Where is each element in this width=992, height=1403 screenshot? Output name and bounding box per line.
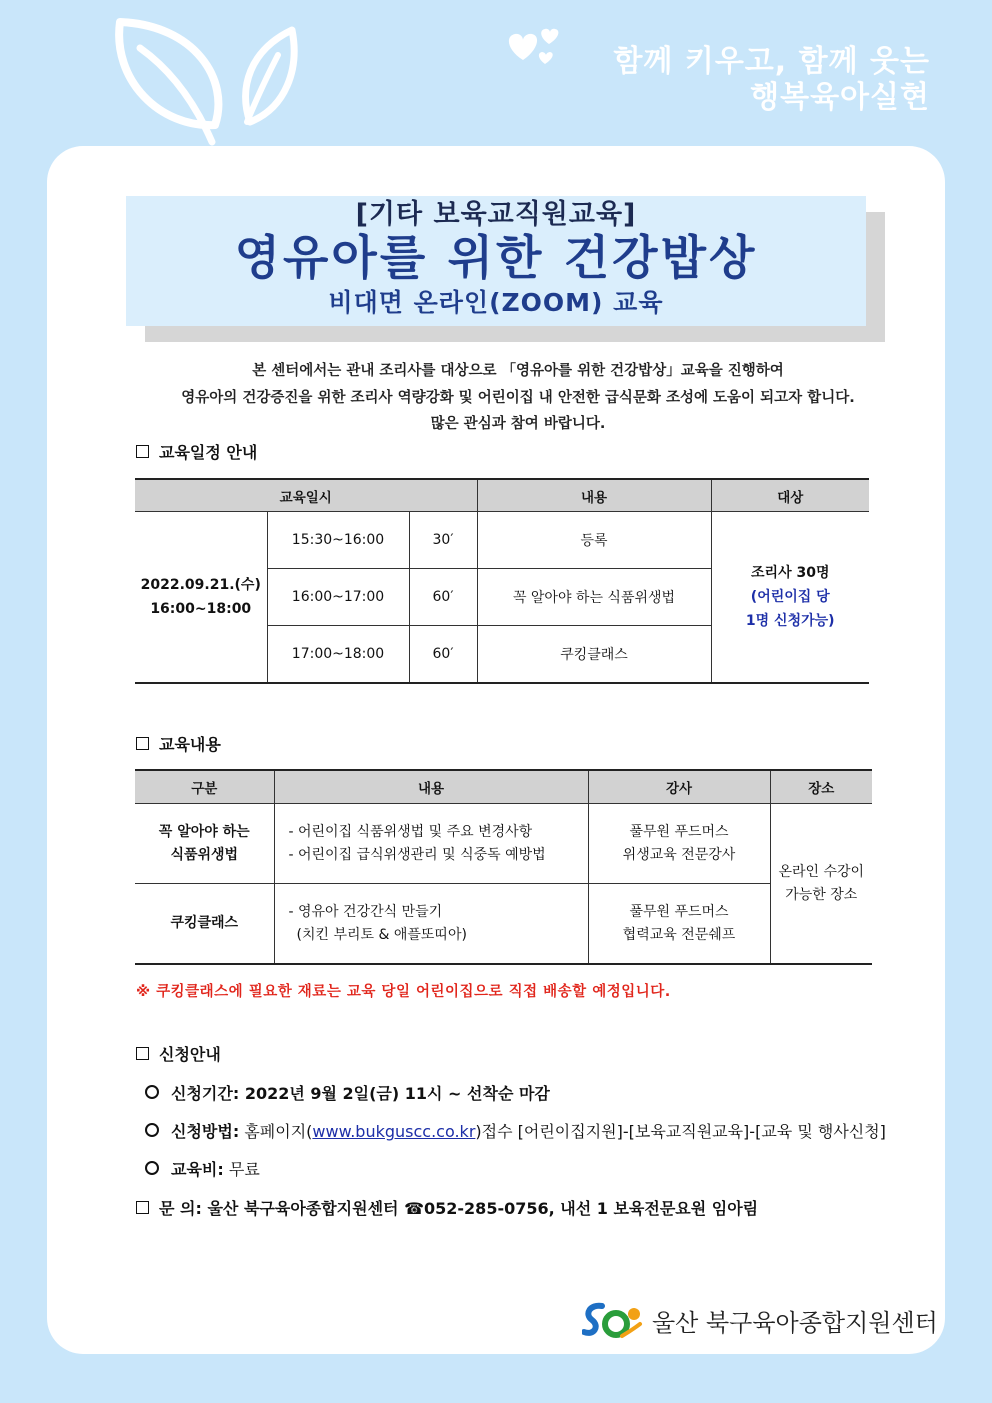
intro-text xyxy=(128,358,908,438)
header-datetime: 교육일시 xyxy=(135,479,477,512)
category-line2: 식품위생법 xyxy=(170,846,239,863)
category-cell xyxy=(135,884,274,965)
intro-line2: 영유아의 건강증진을 위한 조리사 역량강화 및 어린이집 내 안전한 급식문화 조성에 도움이 되고자 합니다. xyxy=(181,389,855,406)
category-line1: 꼭 알아야 하는 xyxy=(158,823,250,840)
cooking-class-note: ※ 쿠킹클래스에 필요한 재료는 교육 당일 어린이집으로 직접 배송할 예정입니다. xyxy=(136,984,671,1000)
apply-fee-value: 무료 xyxy=(228,1160,260,1179)
row-time: 15:30~16:00 xyxy=(267,512,409,569)
intro-line1: 본 센터에서는 관내 조리사를 대상으로 「영유아를 위한 건강밥상」교육을 진행하여 xyxy=(252,363,784,379)
instructor-line1: 풀무원 푸드머스 xyxy=(629,903,729,920)
page-title: 영유아를 위한 건강밥상 xyxy=(234,231,758,286)
header-detail: 내용 xyxy=(274,770,588,804)
row-time: 16:00~17:00 xyxy=(267,569,409,626)
schedule-time: 16:00~18:00 xyxy=(150,601,252,617)
instructor-cell xyxy=(588,884,770,965)
schedule-heading-text: 교육일정 안내 xyxy=(159,443,258,462)
target-count: 조리사 30명 xyxy=(751,565,830,581)
header-slogan xyxy=(613,44,930,116)
homepage-link[interactable]: www.bukguscc.co.kr xyxy=(312,1122,476,1141)
place-line2: 가능한 장소 xyxy=(785,886,858,903)
place-cell xyxy=(770,804,872,965)
target-note-line1: (어린이집 당 xyxy=(750,589,830,605)
apply-fee xyxy=(145,1157,260,1180)
org-logo xyxy=(582,1300,938,1340)
detail-cell xyxy=(274,804,588,884)
circle-bullet-icon xyxy=(145,1123,159,1137)
table-header-row xyxy=(135,479,869,512)
schedule-table xyxy=(135,478,869,684)
content-heading-text: 교육내용 xyxy=(159,735,221,754)
schedule-date-cell xyxy=(135,512,267,684)
intro-line3: 많은 관심과 참여 바랍니다. xyxy=(430,416,606,432)
checkbox-square-icon xyxy=(136,445,149,458)
header-instructor: 강사 xyxy=(588,770,770,804)
table-row xyxy=(135,512,869,569)
detail-line1: - 영유아 건강간식 만들기 xyxy=(288,903,443,920)
apply-method-suffix: )접수 [어린이집지원]-[보육교직원교육]-[교육 및 행사신청] xyxy=(475,1122,886,1141)
slogan-line2: 행복육아실현 xyxy=(750,80,930,115)
title-category: [기타 보육교직원교육] xyxy=(355,199,637,230)
schedule-heading xyxy=(136,440,257,463)
content-heading xyxy=(136,732,221,755)
inquiry-label: 문 의: xyxy=(159,1199,202,1218)
title-box xyxy=(126,196,866,326)
row-duration: 60′ xyxy=(409,626,477,684)
category-cell xyxy=(135,804,274,884)
apply-method-prefix: 홈페이지( xyxy=(244,1122,313,1141)
org-logo-icon xyxy=(582,1300,644,1340)
header-content: 내용 xyxy=(477,479,711,512)
org-name: 울산 북구육아종합지원센터 xyxy=(652,1308,938,1337)
apply-heading-text: 신청안내 xyxy=(159,1045,221,1064)
hearts-decoration xyxy=(505,22,575,72)
apply-period-value: 2022년 9월 2일(금) 11시 ~ 선착순 마감 xyxy=(244,1084,550,1103)
instructor-line2: 협력교육 전문쉐프 xyxy=(622,926,736,943)
inquiry-value: 울산 북구육아종합지원센터 ☎052-285-0756, 내선 1 보육전문요원 임아림 xyxy=(207,1199,759,1218)
slogan-line1: 함께 키우고, 함께 웃는 xyxy=(613,44,930,79)
apply-heading xyxy=(136,1042,221,1065)
schedule-date: 2022.09.21.(수) xyxy=(140,577,261,593)
apply-method-label: 신청방법: xyxy=(171,1122,240,1141)
header-category: 구분 xyxy=(135,770,274,804)
row-time: 17:00~18:00 xyxy=(267,626,409,684)
row-duration: 30′ xyxy=(409,512,477,569)
row-content: 등록 xyxy=(477,512,711,569)
detail-line2: - 어린이집 급식위생관리 및 식중독 예방법 xyxy=(288,846,546,863)
table-row xyxy=(135,884,872,965)
detail-cell xyxy=(274,884,588,965)
detail-line1: - 어린이집 식품위생법 및 주요 변경사항 xyxy=(288,823,533,840)
apply-fee-label: 교육비: xyxy=(171,1160,224,1179)
header-place: 장소 xyxy=(770,770,872,804)
category-line1: 쿠킹클래스 xyxy=(170,915,239,931)
title-subtitle: 비대면 온라인(ZOOM) 교육 xyxy=(328,288,664,317)
target-note-line2: 1명 신청가능) xyxy=(745,613,835,629)
checkbox-square-icon xyxy=(136,1047,149,1060)
instructor-line1: 풀무원 푸드머스 xyxy=(629,823,729,840)
checkbox-square-icon xyxy=(136,1201,149,1214)
instructor-cell xyxy=(588,804,770,884)
row-content: 꼭 알아야 하는 식품위생법 xyxy=(477,569,711,626)
place-line1: 온라인 수강이 xyxy=(778,863,865,880)
table-row xyxy=(135,804,872,884)
content-table xyxy=(135,769,872,965)
schedule-target-cell xyxy=(711,512,869,684)
table-header-row xyxy=(135,770,872,804)
row-duration: 60′ xyxy=(409,569,477,626)
circle-bullet-icon xyxy=(145,1161,159,1175)
apply-period xyxy=(145,1081,550,1104)
checkbox-square-icon xyxy=(136,737,149,750)
apply-method xyxy=(145,1119,886,1142)
circle-bullet-icon xyxy=(145,1085,159,1099)
apply-period-label: 신청기간: xyxy=(171,1084,240,1103)
row-content: 쿠킹클래스 xyxy=(477,626,711,684)
leaves-decoration xyxy=(100,10,330,150)
header-target: 대상 xyxy=(711,479,869,512)
inquiry xyxy=(136,1196,758,1219)
instructor-line2: 위생교육 전문강사 xyxy=(622,846,736,863)
detail-line2: (치킨 부리토 & 애플또띠아) xyxy=(296,926,467,943)
